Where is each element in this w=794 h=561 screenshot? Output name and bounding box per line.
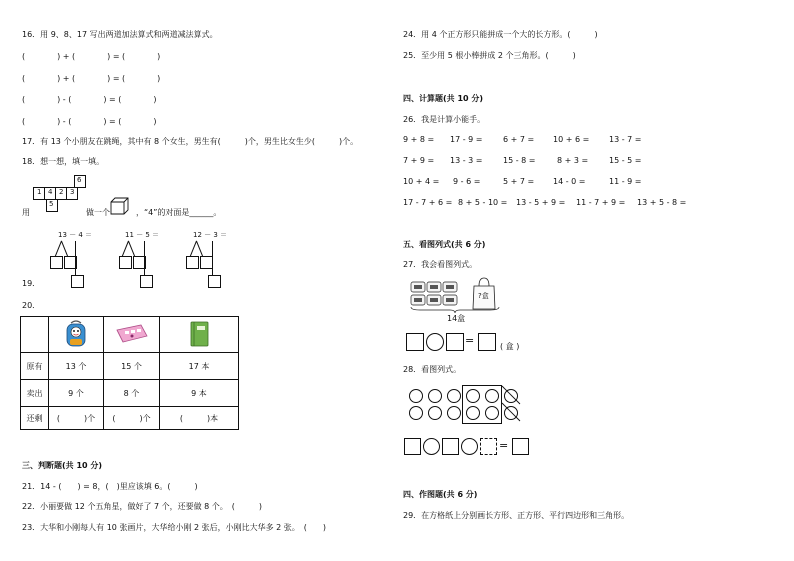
bond-expr: 11 － 5 ＝	[125, 231, 160, 239]
answer-box[interactable]	[186, 256, 199, 269]
net-cell: 5	[49, 200, 54, 208]
answer-square[interactable]	[480, 438, 497, 455]
calc-item: 8 + 5 - 10 =	[458, 198, 508, 207]
q18-title: 18．想一想，填一填。	[22, 157, 105, 166]
table-corner	[21, 317, 49, 353]
q18-answer: ，“4”的对面是______。	[136, 208, 222, 217]
backpack-cell	[49, 317, 104, 353]
q29-text: 29．在方格纸上分别画长方形、正方形、平行四边形和三角形。	[403, 511, 630, 520]
calc-item: 10 + 4 =	[403, 177, 440, 186]
calc-item: 11 - 7 + 9 =	[576, 198, 626, 207]
pencil-case-icon	[115, 324, 149, 344]
q24-text: 24．用 4 个正方形只能拼成一个大的长方形。( )	[403, 30, 598, 39]
bond-expr: 12 － 3 ＝	[193, 231, 228, 239]
total-brace	[410, 306, 500, 314]
answer-circle[interactable]	[423, 438, 440, 455]
q28-title: 28．看图列式。	[403, 365, 462, 374]
table-cell[interactable]: ( )个	[104, 407, 160, 430]
q19-label: 19．	[22, 279, 41, 288]
q17-text: 17．有 13 个小朋友在跳绳，其中有 8 个女生，男生有( )个，男生比女生少( )个。	[22, 137, 359, 146]
q18-use: 用	[22, 208, 30, 217]
calc-item: 14 - 0 =	[553, 177, 586, 186]
cake-boxes-icon	[410, 280, 460, 308]
answer-circle[interactable]	[426, 333, 444, 351]
q21-text: 21．14 - ( ) = 8，( )里应该填 6。( )	[22, 482, 198, 491]
net-cell: 3	[70, 188, 75, 196]
total-label: 14盒	[447, 314, 466, 323]
table-cell[interactable]: ( )本	[160, 407, 239, 430]
q16-row-2: ( ) + ( ) = ( )	[22, 74, 161, 83]
q27-title: 27．我会看图列式。	[403, 260, 478, 269]
notebook-cell	[160, 317, 239, 353]
cube-icon	[110, 197, 130, 215]
stock-table	[20, 316, 239, 430]
q16-row-3: ( ) - ( ) = ( )	[22, 95, 157, 104]
q18-make: 做一个	[86, 208, 110, 217]
calc-item: 15 - 5 =	[609, 156, 642, 165]
answer-square[interactable]	[446, 333, 464, 351]
calc-item: 9 + 8 =	[403, 135, 435, 144]
bond-expr: 13 － 4 ＝	[58, 231, 93, 239]
net-cell: 1	[37, 188, 42, 196]
calc-item: 5 + 7 =	[503, 177, 535, 186]
table-cell: 15 个	[104, 353, 160, 380]
calc-item: 6 + 7 =	[503, 135, 535, 144]
calc-item: 7 + 9 =	[403, 156, 435, 165]
answer-box[interactable]	[119, 256, 132, 269]
q26-title: 26．我是计算小能手。	[403, 115, 486, 124]
answer-square[interactable]	[406, 333, 424, 351]
answer-square[interactable]	[404, 438, 421, 455]
table-cell: 17 本	[160, 353, 239, 380]
equals-sign: =	[465, 334, 475, 347]
pencil-case-cell	[104, 317, 160, 353]
table-cell: 9 个	[49, 380, 104, 407]
equals-sign: =	[499, 439, 509, 452]
q16-row-4: ( ) - ( ) = ( )	[22, 117, 157, 126]
calc-item: 11 - 9 =	[609, 177, 642, 186]
calc-item: 9 - 6 =	[453, 177, 481, 186]
calc-item: 15 - 8 =	[503, 156, 536, 165]
row-header: 原有	[21, 353, 49, 380]
row-header: 卖出	[21, 380, 49, 407]
answer-square[interactable]	[512, 438, 529, 455]
table-cell[interactable]: ( )个	[49, 407, 104, 430]
section-6-heading: 四、作图题(共 6 分)	[403, 490, 478, 499]
answer-square[interactable]	[478, 333, 496, 351]
answer-box[interactable]	[140, 275, 153, 288]
bag-label: ?盒	[478, 292, 489, 300]
q22-text: 22．小丽要做 12 个五角星，做好了 7 个，还要做 8 个。 ( )	[22, 502, 263, 511]
section-3-heading: 三、判断题(共 10 分)	[22, 461, 103, 470]
answer-box[interactable]	[208, 275, 221, 288]
net-cell: 2	[59, 188, 64, 196]
calc-item: 17 - 7 + 6 =	[403, 198, 453, 207]
notebook-icon	[189, 321, 209, 347]
net-cell: 6	[77, 176, 82, 184]
calc-item: 10 + 6 =	[553, 135, 590, 144]
q16-row-1: ( ) + ( ) = ( )	[22, 52, 161, 61]
unit-label: ( 盒 )	[500, 342, 520, 351]
calc-item: 13 + 5 - 8 =	[637, 198, 687, 207]
calc-item: 8 + 3 =	[557, 156, 589, 165]
q25-text: 25．至少用 5 根小棒拼成 2 个三角形。( )	[403, 51, 576, 60]
q20-label: 20．	[22, 301, 41, 310]
table-cell: 9 本	[160, 380, 239, 407]
section-4-heading: 四、计算题(共 10 分)	[403, 94, 484, 103]
answer-box[interactable]	[71, 275, 84, 288]
q16-title: 16．用 9、8、17 写出两道加法算式和两道减法算式。	[22, 30, 218, 39]
row-header: 还剩	[21, 407, 49, 430]
table-cell: 8 个	[104, 380, 160, 407]
answer-circle[interactable]	[461, 438, 478, 455]
calc-item: 13 - 3 =	[450, 156, 483, 165]
section-5-heading: 五、看图列式(共 6 分)	[403, 240, 486, 249]
answer-square[interactable]	[442, 438, 459, 455]
calc-item: 13 - 5 + 9 =	[516, 198, 566, 207]
calc-item: 17 - 9 =	[450, 135, 483, 144]
answer-box[interactable]	[50, 256, 63, 269]
calc-item: 13 - 7 =	[609, 135, 642, 144]
table-cell: 13 个	[49, 353, 104, 380]
net-cell: 4	[48, 188, 53, 196]
backpack-icon	[65, 320, 87, 348]
q23-text: 23．大华和小刚每人有 10 张画片，大华给小刚 2 张后，小刚比大华多 2 张。 ( )	[22, 523, 327, 532]
